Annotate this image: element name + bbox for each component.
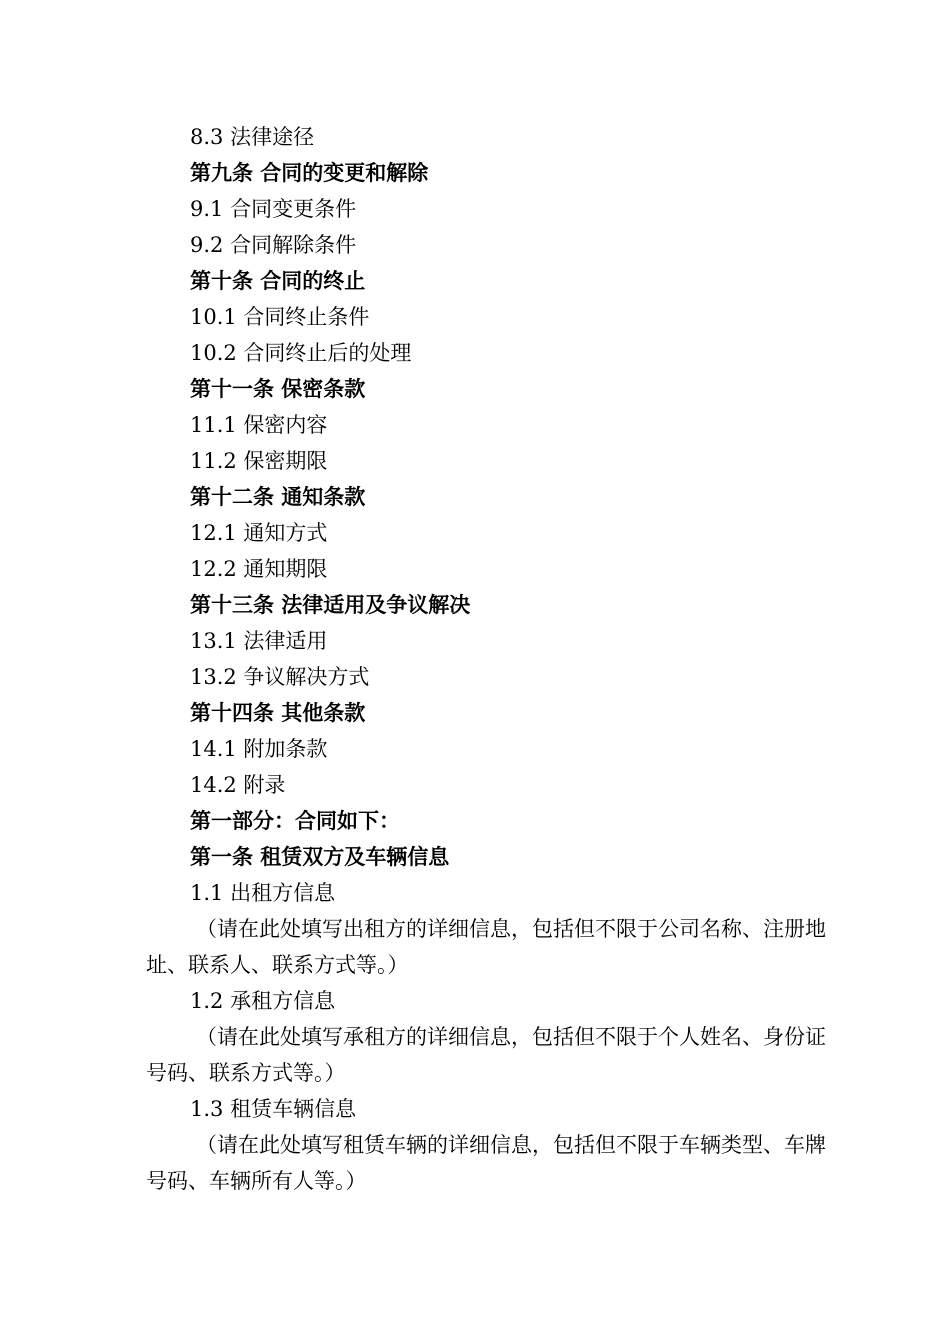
article-12-heading: 第十二条 通知条款 [190,484,366,509]
article-9-heading: 第九条 合同的变更和解除 [190,160,429,185]
line-13-2: 13.2 争议解决方式 [190,665,370,689]
line-11-2: 11.2 保密期限 [190,449,328,473]
line-11-1: 11.1 保密内容 [190,413,328,437]
line-8-3: 8.3 法律途径 [190,125,315,149]
article-13-heading: 第十三条 法律适用及争议解决 [190,592,471,617]
article-11-heading: 第十一条 保密条款 [190,376,366,401]
line-1-3: 1.3 租赁车辆信息 [190,1097,357,1121]
article-1-heading: 第一条 租赁双方及车辆信息 [190,844,450,869]
line-14-1: 14.1 附加条款 [190,737,328,761]
vehicle-info-placeholder: （请在此处填写租赁车辆的详细信息，包括但不限于车辆类型、车牌号码、车辆所有人等。） [146,1133,826,1193]
part-1-heading: 第一部分：合同如下： [190,808,400,833]
line-9-2: 9.2 合同解除条件 [190,233,357,257]
line-13-1: 13.1 法律适用 [190,629,328,653]
document-body [146,119,836,1199]
line-10-1: 10.1 合同终止条件 [190,305,370,329]
line-9-1: 9.1 合同变更条件 [190,197,357,221]
line-1-2: 1.2 承租方信息 [190,989,336,1013]
line-12-2: 12.2 通知期限 [190,557,328,581]
lessee-info-placeholder: （请在此处填写承租方的详细信息，包括但不限于个人姓名、身份证号码、联系方式等。） [146,1025,826,1085]
line-1-1: 1.1 出租方信息 [190,881,336,905]
line-14-2: 14.2 附录 [190,773,286,797]
article-14-heading: 第十四条 其他条款 [190,700,366,725]
lessor-info-placeholder: （请在此处填写出租方的详细信息，包括但不限于公司名称、注册地址、联系人、联系方式等。） [146,917,826,977]
article-10-heading: 第十条 合同的终止 [190,268,366,293]
line-10-2: 10.2 合同终止后的处理 [190,341,412,365]
line-12-1: 12.1 通知方式 [190,521,328,545]
